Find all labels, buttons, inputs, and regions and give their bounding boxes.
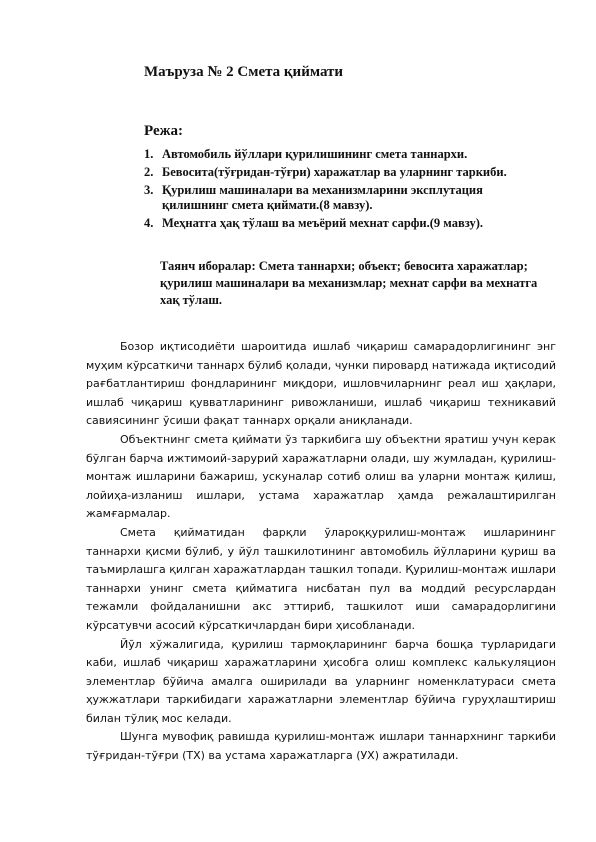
paragraph: Шунга мувофиқ равишда қурилиш-монтаж ишлари таннархнинг таркиби тўғридан-тўғри (ТХ) ва устама харажатларга (УХ) ажратилади. bbox=[86, 730, 556, 763]
paragraph: Йўл хўжалигида, қурилиш тармоқларининг барча бошқа турларидаги каби, ишлаб чиқариш харажатларини ҳисобга олиш комплекс калькуляцион элементлар бўйича амалга оширилади ва уларнинг номенклатураси смета ҳужжатлари таркибидаги харажатларни элементлар бўйича гуруҳлаштириш билан тўлиқ мос келади. bbox=[86, 637, 556, 725]
plan-item bbox=[144, 216, 544, 231]
paragraph: Смета қийматидан фарқли ўлароққурилиш-монтаж ишларининг таннархи қисми бўлиб, у йўл ташкилотининг автомобиль йўлларини қуриш ва таъмирлашга қилган харажатлардан ташкил топади. Қурилиш-монтаж ишлари таннархи унинг смета қийматига нисбатан пул ва моддий ресурслардан тежамли фойдаланишни акс эттириб, ташкилот иши самарадорлигини кўрсатувчи асосий кўрсаткичлардан бири ҳисобланади. bbox=[86, 525, 556, 632]
plan-item-number: 3. bbox=[144, 183, 154, 197]
paragraph: Объектнинг смета қиймати ўз таркибига шу объектни яратиш учун керак бўлган барча ижтимоий-зарурий харажатларни олади, шу жумладан, қурилиш-монтаж ишларини бажариш, ускуналар сотиб олиш ва уларни монтаж қилиш, лойиҳа-изланиш ишлари, устама харажатлар ҳамда режалаштирилган жамғармалар. bbox=[86, 432, 556, 521]
plan-item-text: Автомобиль йўллари қурилишининг смета таннархи. bbox=[162, 147, 468, 161]
body-text bbox=[86, 338, 556, 766]
plan-item-text: Қурилиш машиналари ва механизмларини эксплутация қилишнинг смета қиймати.(8 мавзу). bbox=[162, 183, 483, 212]
plan-item-text: Бевосита(тўғридан-тўғри) харажатлар ва уларнинг таркиби. bbox=[162, 165, 507, 179]
plan-item bbox=[144, 147, 544, 162]
plan-heading: Режа: bbox=[144, 123, 183, 139]
plan-item-text: Меҳнатга ҳақ тўлаш ва меъёрий мехнат сарфи.(9 мавзу). bbox=[162, 216, 484, 230]
page-title: Маъруза № 2 Смета қиймати bbox=[144, 64, 344, 80]
plan-item bbox=[144, 183, 544, 213]
keywords-block: Таянч иборалар: Смета таннархи; объект; бевосита харажатлар; қурилиш машиналари ва механизмлар; мехнат сарфи ва мехнатга хақ тўлаш. bbox=[160, 259, 538, 307]
paragraph: Бозор иқтисодиёти шароитида ишлаб чиқариш самарадорлигининг энг муҳим кўрсаткичи таннарх бўлиб қолади, чунки пировард натижада иқтисодий рағбатлантириш фондларининг миқдори, ишловчиларнинг реал иш ҳақлари, ишлаб чиқариш қувватларининг ривожланиши, ишлаб чиқариш техникавий савиясининг ўсиши фақат таннарх орқали аниқланади. bbox=[86, 340, 556, 428]
plan-list bbox=[144, 147, 544, 234]
plan-item bbox=[144, 165, 544, 180]
plan-item-number: 1. bbox=[144, 147, 154, 161]
plan-item-number: 2. bbox=[144, 165, 154, 179]
plan-item-number: 4. bbox=[144, 216, 154, 230]
